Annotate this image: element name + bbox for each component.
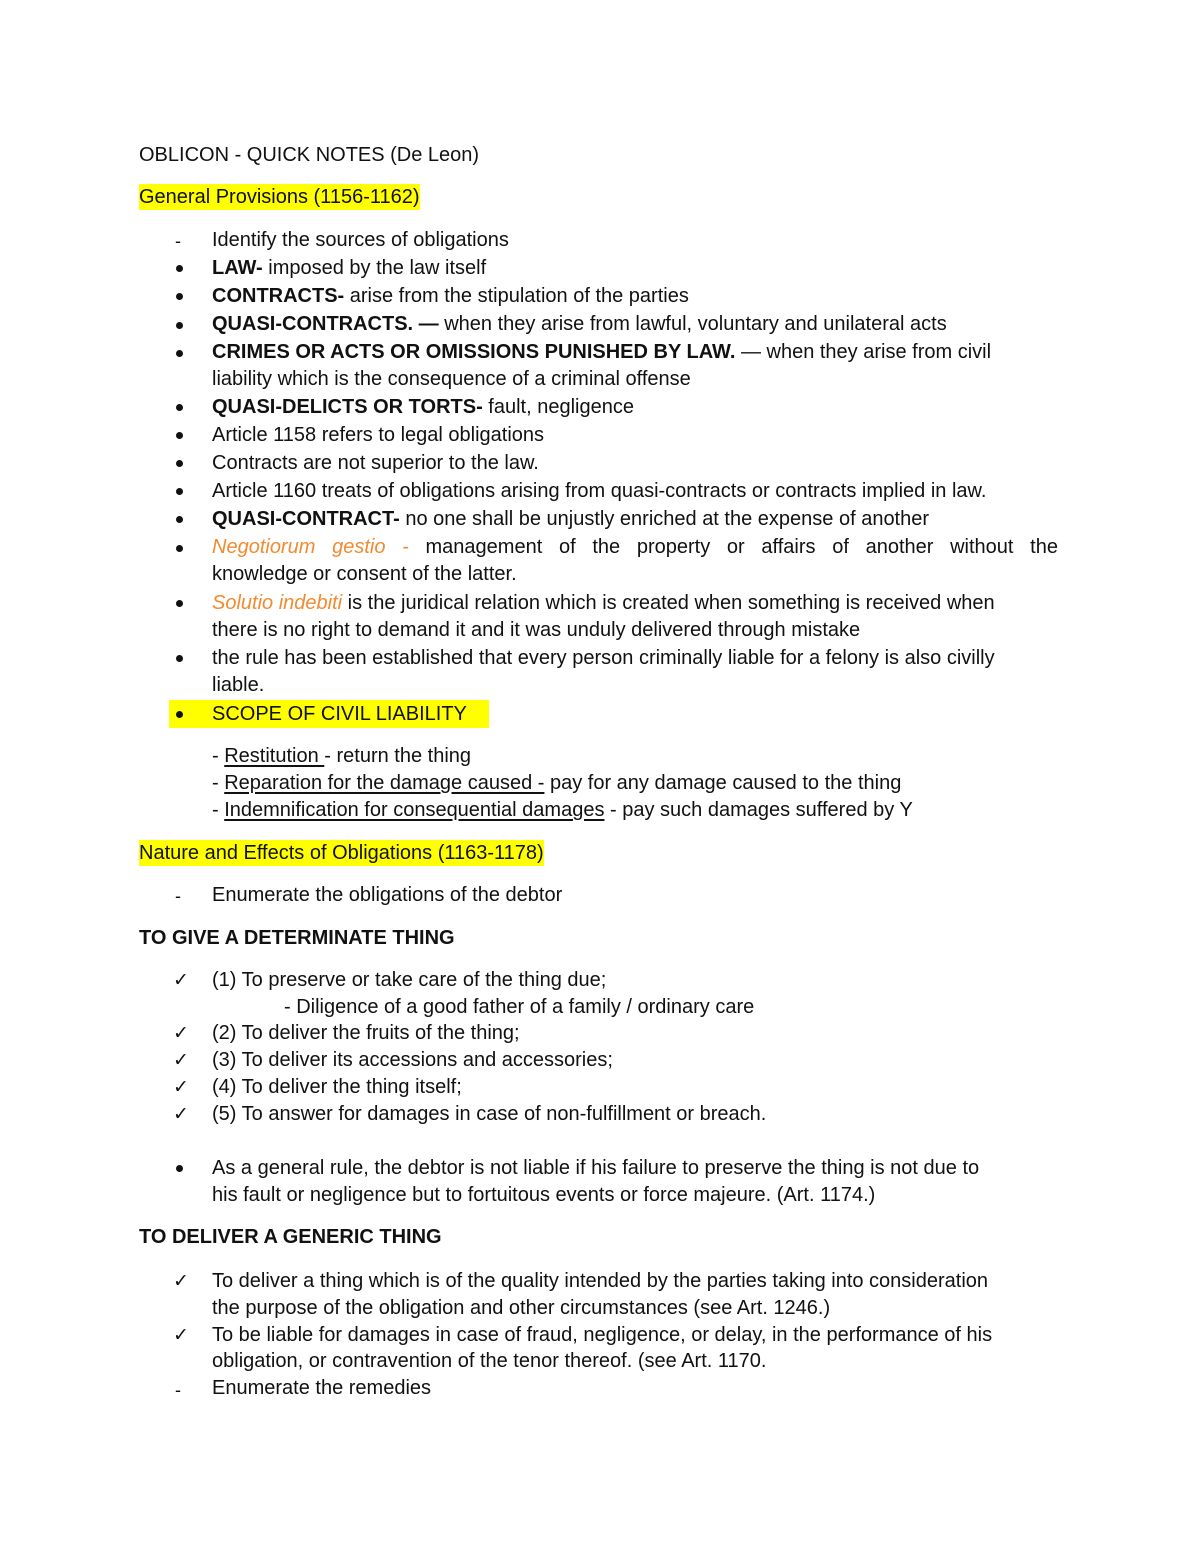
- list-item-solutio: Solutio indebiti is the juridical relation which is created when something is received when: [212, 592, 995, 614]
- generic-item-1-cont: the purpose of the obligation and other circumstances (see Art. 1246.): [212, 1297, 831, 1319]
- dash-marker: -: [175, 886, 181, 906]
- bullet-icon: [176, 404, 183, 411]
- bullet-icon: [176, 600, 183, 607]
- give-item-3: (3) To deliver its accessions and accessories;: [212, 1049, 613, 1071]
- give-item-5: (5) To answer for damages in case of non-fulfillment or breach.: [212, 1103, 767, 1125]
- dash-marker: -: [175, 1380, 181, 1400]
- list-item-negotiorum-cont: knowledge or consent of the latter.: [212, 563, 517, 585]
- check-icon: ✓: [173, 1076, 189, 1098]
- bullet-icon: [176, 265, 183, 272]
- list-item-contracts: CONTRACTS- arise from the stipulation of the parties: [212, 285, 689, 307]
- section-heading-general-provisions: General Provisions (1156-1162): [139, 186, 420, 208]
- list-item-art1160: Article 1160 treats of obligations arising from quasi-contracts or contracts implied in law.: [212, 480, 987, 502]
- give-item-1: (1) To preserve or take care of the thing due;: [212, 969, 607, 991]
- list-item-art1158: Article 1158 refers to legal obligations: [212, 424, 545, 446]
- list-item-law: LAW- imposed by the law itself: [212, 257, 487, 279]
- bullet-icon: [176, 545, 183, 552]
- check-icon: ✓: [173, 1103, 189, 1125]
- check-icon: ✓: [173, 969, 189, 991]
- list-item-not-superior: Contracts are not superior to the law.: [212, 452, 539, 474]
- generic-item-1: To deliver a thing which is of the quality intended by the parties taking into consideration: [212, 1270, 989, 1292]
- give-item-4: (4) To deliver the thing itself;: [212, 1076, 462, 1098]
- list-item-rule-cont: liable.: [212, 674, 265, 696]
- list-item-quasi-delicts: QUASI-DELICTS OR TORTS- fault, negligence: [212, 396, 634, 418]
- heading-to-deliver-generic: TO DELIVER A GENERIC THING: [139, 1226, 442, 1248]
- give-item-2: (2) To deliver the fruits of the thing;: [212, 1022, 520, 1044]
- list-item-sources: Identify the sources of obligations: [212, 229, 509, 251]
- scope-of-civil-liability: SCOPE OF CIVIL LIABILITY: [212, 703, 467, 725]
- general-rule: As a general rule, the debtor is not liable if his failure to preserve the thing is not due to: [212, 1157, 980, 1179]
- bullet-icon: [176, 293, 183, 300]
- bullet-icon: [176, 516, 183, 523]
- scope-item-reparation: - Reparation for the damage caused - pay for any damage caused to the thing: [212, 772, 902, 794]
- generic-item-2-cont: obligation, or contravention of the tenor thereof. (see Art. 1170.: [212, 1350, 767, 1372]
- list-item-crimes-cont: liability which is the consequence of a criminal offense: [212, 368, 691, 390]
- list-item-enumerate-obligations: Enumerate the obligations of the debtor: [212, 884, 563, 906]
- generic-item-2: To be liable for damages in case of fraud, negligence, or delay, in the performance of his: [212, 1324, 993, 1346]
- bullet-icon: [176, 460, 183, 467]
- list-item-rule: the rule has been established that every person criminally liable for a felony is also civilly: [212, 647, 995, 669]
- give-sub-diligence: - Diligence of a good father of a family / ordinary care: [284, 996, 755, 1018]
- document-title: OBLICON - QUICK NOTES (De Leon): [139, 144, 480, 166]
- bullet-icon: [176, 655, 183, 662]
- list-item-quasi-contracts: QUASI-CONTRACTS. — when they arise from lawful, voluntary and unilateral acts: [212, 313, 947, 335]
- list-item-crimes: CRIMES OR ACTS OR OMISSIONS PUNISHED BY LAW. — when they arise from civil: [212, 341, 992, 363]
- bullet-icon: [176, 350, 183, 357]
- list-item-negotiorum: Negotiorum gestio - management of the property or affairs of another without the: [212, 536, 1058, 558]
- bullet-icon: [176, 488, 183, 495]
- check-icon: ✓: [173, 1049, 189, 1071]
- scope-item-restitution: - Restitution - return the thing: [212, 745, 472, 767]
- general-rule-cont: his fault or negligence but to fortuitous events or force majeure. (Art. 1174.): [212, 1184, 876, 1206]
- check-icon: ✓: [173, 1324, 189, 1346]
- bullet-icon: [176, 711, 183, 718]
- section-heading-nature-effects: Nature and Effects of Obligations (1163-1178): [139, 842, 544, 864]
- dash-marker: -: [175, 231, 181, 251]
- bullet-icon: [176, 1165, 183, 1172]
- list-item-quasi-contract: QUASI-CONTRACT- no one shall be unjustly enriched at the expense of another: [212, 508, 930, 530]
- list-item-enumerate-remedies: Enumerate the remedies: [212, 1377, 432, 1399]
- check-icon: ✓: [173, 1022, 189, 1044]
- list-item-solutio-cont: there is no right to demand it and it was unduly delivered through mistake: [212, 619, 861, 641]
- bullet-icon: [176, 432, 183, 439]
- heading-to-give-determinate: TO GIVE A DETERMINATE THING: [139, 927, 455, 949]
- scope-item-indemnification: - Indemnification for consequential damages - pay such damages suffered by Y: [212, 799, 913, 821]
- check-icon: ✓: [173, 1270, 189, 1292]
- bullet-icon: [176, 322, 183, 329]
